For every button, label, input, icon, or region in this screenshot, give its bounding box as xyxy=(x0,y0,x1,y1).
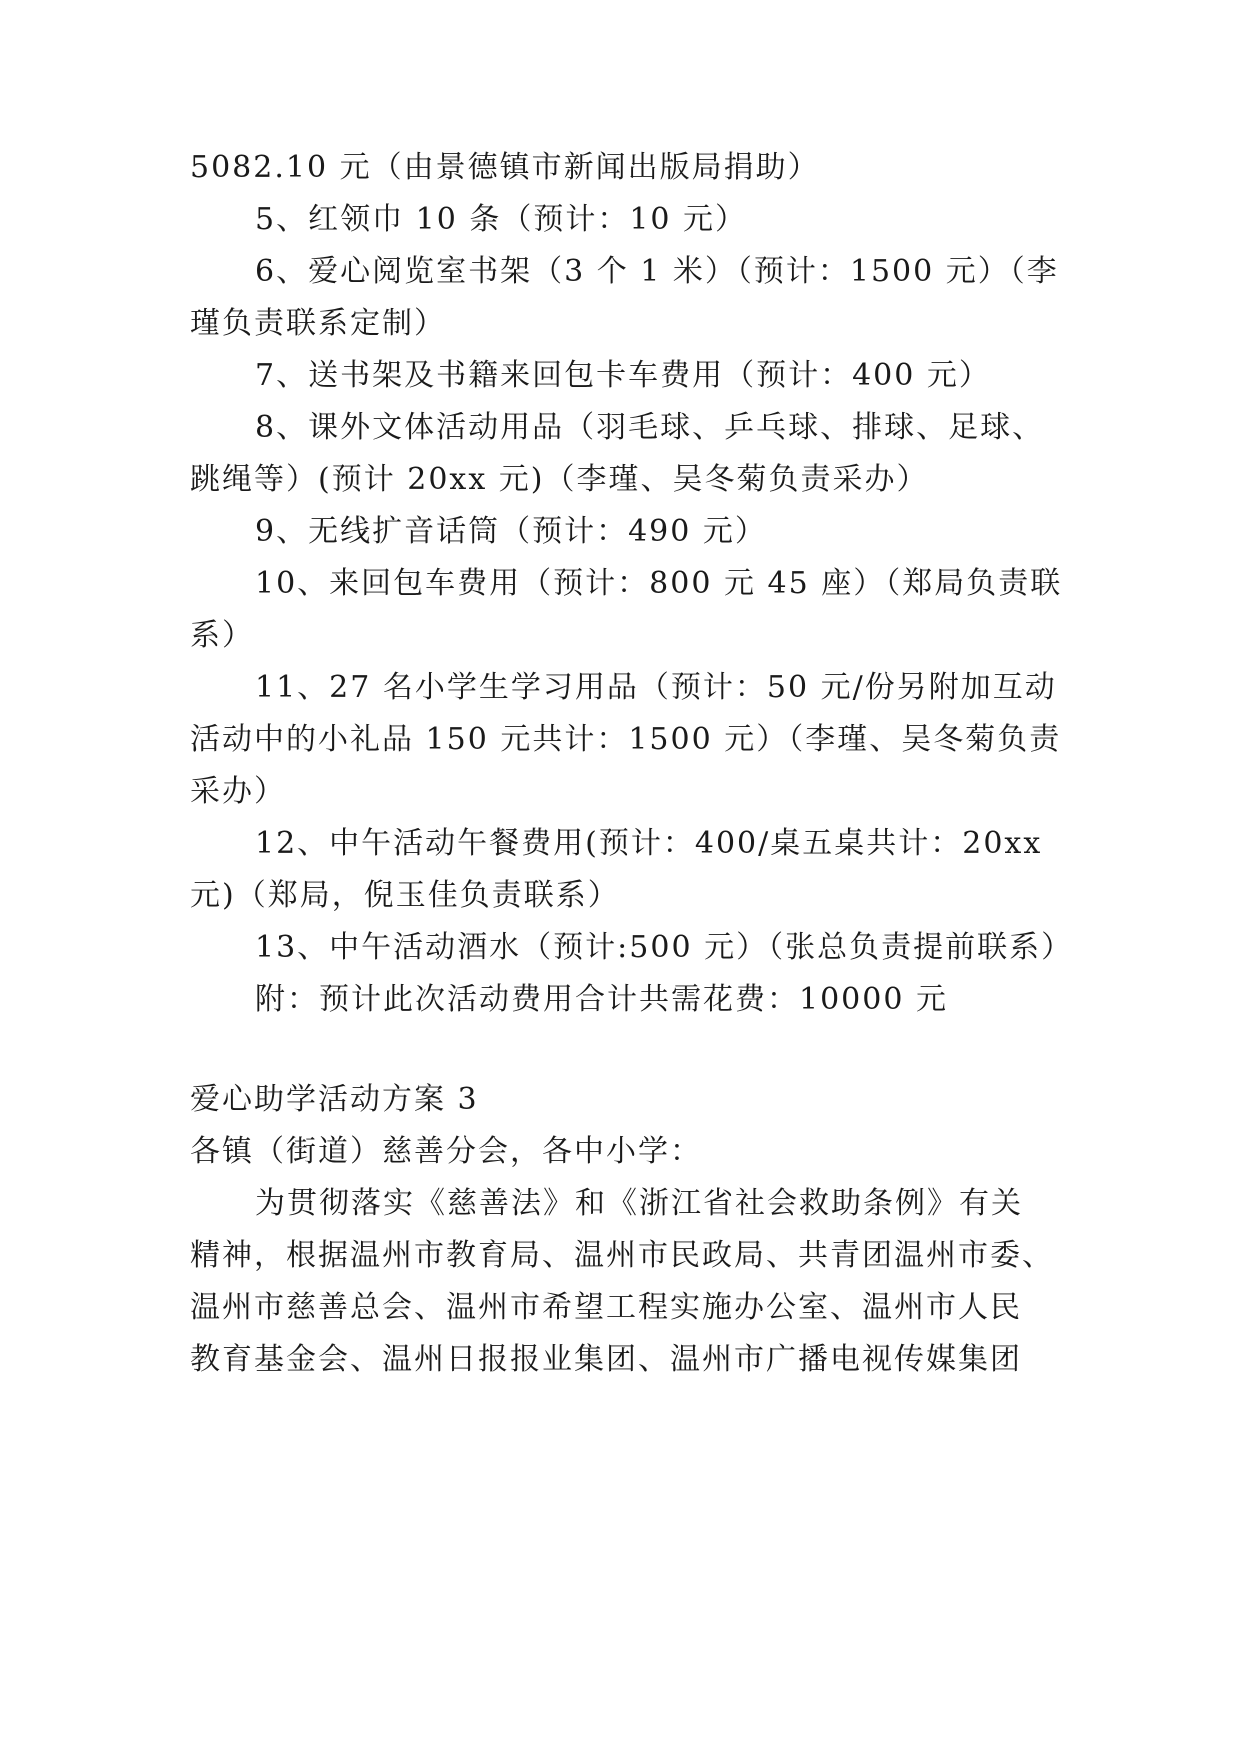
text-line: 元)（郑局，倪玉佳负责联系） xyxy=(190,878,620,913)
text-line: 系） xyxy=(190,618,254,653)
text-line: 5082.10 元（由景德镇市新闻出版局捐助） xyxy=(190,150,820,185)
text-line: 8、课外文体活动用品（羽毛球、乒乓球、排球、足球、 xyxy=(255,410,1045,445)
text-line: 采办） xyxy=(190,774,286,809)
text-line: 瑾负责联系定制） xyxy=(190,306,446,341)
text-line: 12、中午活动午餐费用(预计：400/桌五桌共计：20xx xyxy=(255,826,1043,861)
text-line: 跳绳等）(预计 20xx 元)（李瑾、吴冬菊负责采办） xyxy=(190,462,929,497)
text-line: 9、无线扩音话筒（预计：490 元） xyxy=(255,514,767,549)
text-line: 13、中午活动酒水（预计:500 元）（张总负责提前联系） xyxy=(255,930,1074,965)
text-line: 6、爱心阅览室书架（3 个 1 米）（预计：1500 元）（李 xyxy=(255,254,1059,289)
text-line: 5、红领巾 10 条（预计：10 元） xyxy=(255,202,748,237)
text-line: 附：预计此次活动费用合计共需花费：10000 元 xyxy=(255,982,948,1017)
section-title: 爱心助学活动方案 3 xyxy=(190,1082,479,1117)
text-line: 10、来回包车费用（预计：800 元 45 座）（郑局负责联 xyxy=(255,566,1063,601)
text-line: 精神，根据温州市教育局、温州市民政局、共青团温州市委、 xyxy=(190,1238,1054,1273)
text-line: 7、送书架及书籍来回包卡车费用（预计：400 元） xyxy=(255,358,991,393)
text-line: 温州市慈善总会、温州市希望工程实施办公室、温州市人民 xyxy=(190,1290,1022,1325)
text-line: 11、27 名小学生学习用品（预计：50 元/份另附加互动 xyxy=(255,670,1057,705)
text-line: 活动中的小礼品 150 元共计：1500 元）（李瑾、吴冬菊负责 xyxy=(190,722,1062,757)
text-line: 各镇（街道）慈善分会，各中小学： xyxy=(190,1134,702,1169)
text-line: 教育基金会、温州日报报业集团、温州市广播电视传媒集团 xyxy=(190,1342,1022,1377)
text-line: 为贯彻落实《慈善法》和《浙江省社会救助条例》有关 xyxy=(255,1186,1023,1221)
